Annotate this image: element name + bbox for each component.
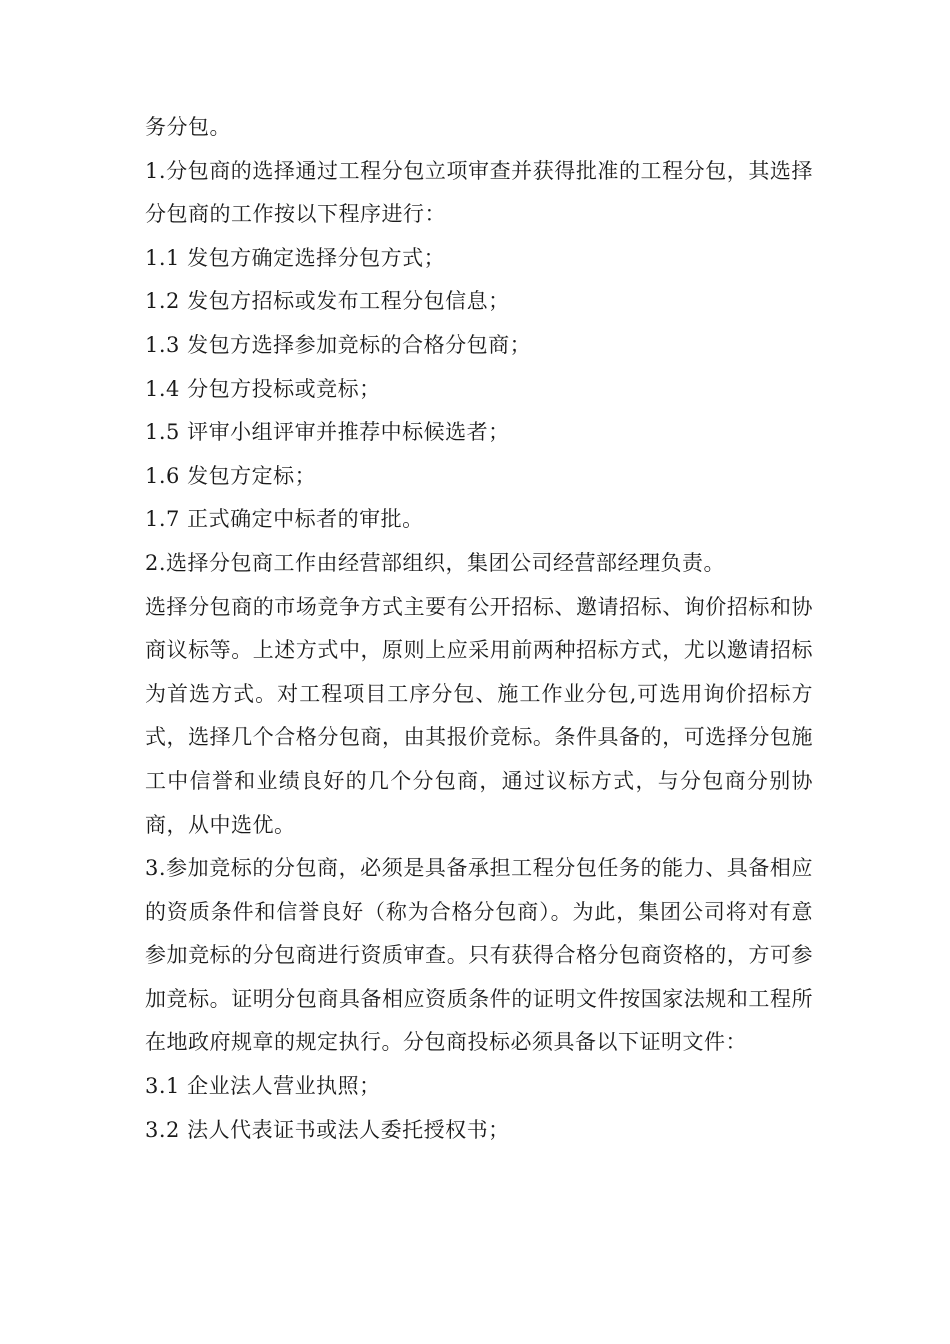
paragraph-item-1-6: 1.6 发包方定标； — [145, 463, 317, 488]
paragraph-item-1-3: 1.3 发包方选择参加竞标的合格分包商； — [145, 332, 532, 357]
paragraph-section-1: 1.分包商的选择通过工程分包立项审查并获得批准的工程分包，其选择分包商的工作按以下程序进行： — [145, 158, 813, 227]
paragraph-item-1-5: 1.5 评审小组评审并推荐中标候选者； — [145, 420, 510, 445]
paragraph-selection-methods: 选择分包商的市场竞争方式主要有公开招标、邀请招标、询价招标和协商议标等。上述方式中，原则上应采用前两种招标方式，尤以邀请招标为首选方式。对工程项目工序分包、施工作业分包,可选用询价招标方式，选择几个合格分包商，由其报价竞标。条件具备的，可选择分包施工中信誉和业绩良好的几个分包商，通过议标方式，与分包商分别协商，从中选优。 — [145, 594, 813, 837]
paragraph-item-1-7: 1.7 正式确定中标者的审批。 — [145, 507, 424, 532]
paragraph-item-3-2: 3.2 法人代表证书或法人委托授权书； — [145, 1117, 510, 1142]
paragraph-item-1-2: 1.2 发包方招标或发布工程分包信息； — [145, 289, 510, 314]
document-body — [145, 106, 813, 1152]
paragraph-continuation: 务分包。 — [145, 115, 231, 139]
paragraph-item-1-1: 1.1 发包方确定选择分包方式； — [145, 245, 446, 270]
paragraph-item-1-4: 1.4 分包方投标或竞标； — [145, 376, 381, 401]
paragraph-item-3-1: 3.1 企业法人营业执照； — [145, 1074, 381, 1099]
paragraph-section-3: 3.参加竞标的分包商，必须是具备承担工程分包任务的能力、具备相应的资质条件和信誉良好（称为合格分包商）。为此，集团公司将对有意参加竞标的分包商进行资质审查。只有获得合格分包商资格的，方可参加竞标。证明分包商具备相应资质条件的证明文件按国家法规和工程所在地政府规章的规定执行。分包商投标必须具备以下证明文件： — [145, 856, 813, 1055]
paragraph-section-2: 2.选择分包商工作由经营部组织，集团公司经营部经理负责。 — [145, 550, 726, 575]
